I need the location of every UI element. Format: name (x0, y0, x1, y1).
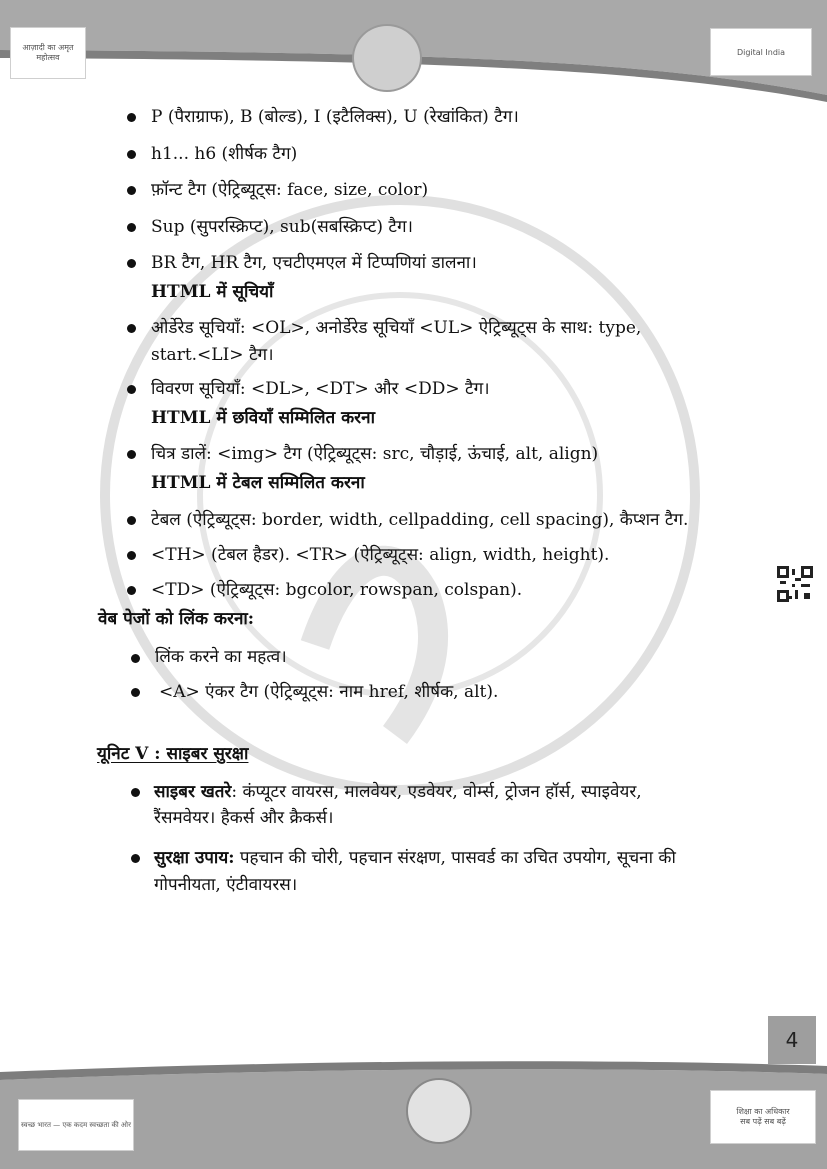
list-item (154, 780, 642, 804)
list-item: Sup (सुपरस्क्रिप्ट), sub(सबस्क्रिप्ट) टैग। (151, 217, 413, 237)
list-item: <TH> (टेबल हैडर). <TR> (ऐट्रिब्यूट्स: align, width, height). (151, 545, 610, 565)
swachh-bharat-logo (18, 1099, 134, 1151)
bullet-icon (127, 186, 136, 195)
bullet-icon (127, 223, 136, 232)
list-item-continuation: start.<LI> टैग। (151, 345, 274, 365)
footer-left-logo-text: स्वच्छ भारत — एक कदम स्वच्छता की ओर (21, 1120, 131, 1129)
bullet-icon (127, 551, 136, 560)
list-item: चित्र डालें: <img> टैग (ऐट्रिब्यूट्स: src, चौड़ाई, ऊंचाई, alt, align) (151, 444, 599, 464)
bullet-icon (127, 150, 136, 159)
beti-bachao-emblem-icon (406, 1078, 472, 1144)
bullet-icon (131, 854, 140, 863)
azadi-ka-amrit-mahotsav-logo (10, 27, 86, 79)
list-item: फ़ॉन्ट टैग (ऐट्रिब्यूट्स: face, size, color) (151, 180, 429, 200)
bullet-icon (127, 259, 136, 268)
sub-heading: HTML में छवियाँ सम्मिलित करना (151, 408, 375, 428)
list-item: <A> एंकर टैग (ऐट्रिब्यूट्स: नाम href, शीर्षक, alt). (159, 682, 499, 702)
bullet-icon (127, 516, 136, 525)
list-item: विवरण सूचियाँ: <DL>, <DT> और <DD> टैग। (151, 379, 490, 399)
list-item: ओर्डेरेड सूचियाँ: <OL>, अनोर्डेरेड सूचियाँ <UL> ऐट्रिब्यूट्स के साथ: type, (151, 318, 642, 338)
sub-heading: HTML में सूचियाँ (151, 282, 274, 302)
list-item-continuation: गोपनीयता, एंटीवायरस। (154, 875, 298, 895)
bullet-icon (127, 450, 136, 459)
list-item: BR टैग, HR टैग, एचटीएमएल में टिप्पणियां डालना। (151, 253, 477, 273)
header-right-logo-text: Digital India (736, 47, 786, 57)
board-seal-icon (352, 24, 422, 92)
bullet-icon (131, 688, 140, 697)
item-label: सुरक्षा उपाय: (154, 848, 235, 868)
unit-prefix: यूनिट V : (97, 744, 167, 764)
bullet-icon (127, 385, 136, 394)
list-item: <TD> (ऐट्रिब्यूट्स: bgcolor, rowspan, colspan). (151, 580, 523, 600)
list-item: P (पैराग्राफ), B (बोल्ड), I (इटैलिक्स), U (रेखांकित) टैग। (151, 107, 519, 127)
list-item: टेबल (ऐट्रिब्यूट्स: border, width, cellpadding, cell spacing), कैप्शन टैग. (151, 510, 689, 530)
page-number: 4 (768, 1016, 816, 1064)
list-item-continuation: रैंसमवेयर। हैकर्स और क्रैकर्स। (154, 808, 334, 828)
item-text: पहचान की चोरी, पहचान संरक्षण, पासवर्ड का उचित उपयोग, सूचना की (234, 848, 676, 868)
bullet-icon (131, 788, 140, 797)
unit-heading (97, 741, 248, 764)
list-item: लिंक करने का महत्व। (155, 647, 287, 667)
qr-code-icon (777, 565, 813, 603)
list-item: h1... h6 (शीर्षक टैग) (151, 144, 298, 164)
header-left-logo-text: आज़ादी का अमृत महोत्सव (22, 43, 74, 62)
unit-title: साइबर सुरक्षा (166, 744, 249, 764)
item-text: : कंप्यूटर वायरस, मालवेयर, एडवेयर, वोर्म्स, ट्रोजन हॉर्स, स्पाइवेयर, (231, 782, 642, 802)
footer-right-logo-title: शिक्षा का अधिकार (736, 1106, 790, 1116)
list-item (154, 846, 676, 870)
item-label: साइबर खतरे (154, 782, 232, 802)
bullet-icon (131, 654, 140, 663)
bullet-icon (127, 586, 136, 595)
bullet-icon (127, 113, 136, 122)
sub-heading: HTML में टेबल सम्मिलित करना (151, 473, 365, 493)
right-to-education-logo (710, 1090, 816, 1144)
footer-right-logo-sub: सब पढ़ें सब बढ़ें (740, 1117, 786, 1126)
section-heading-linking: वेब पेजों को लिंक करना: (98, 609, 255, 629)
bullet-icon (127, 324, 136, 333)
digital-india-logo (710, 28, 812, 76)
